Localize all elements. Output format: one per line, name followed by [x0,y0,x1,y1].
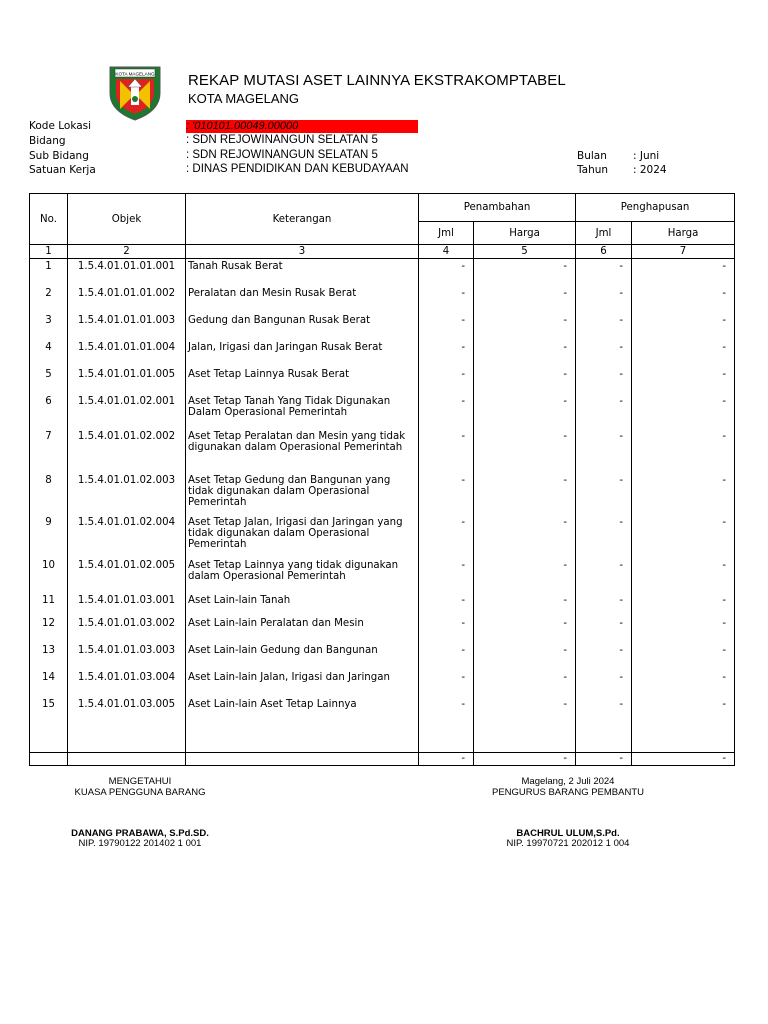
row-harga-penambahan: - [474,286,576,313]
row-harga-penambahan: - [474,643,576,670]
row-harga-penghapusan: - [632,643,735,670]
row-no: 8 [30,473,68,515]
row-harga-penambahan: - [474,429,576,473]
satuan-kerja-label: Satuan Kerja [29,164,96,176]
row-keterangan: Gedung dan Bangunan Rusak Berat [186,313,419,340]
row-no: 15 [30,697,68,720]
row-harga-penambahan: - [474,515,576,558]
row-jml-penambahan: - [419,697,474,720]
row-objek: 1.5.4.01.01.03.001 [68,593,186,616]
header-no: No. [30,194,68,245]
row-harga-penghapusan: - [632,340,735,367]
left-sign-title2: KUASA PENGGUNA BARANG [74,787,206,798]
row-no: 9 [30,515,68,558]
row-jml-penambahan: - [419,593,474,616]
row-harga-penghapusan: - [632,515,735,558]
kode-lokasi-label: Kode Lokasi [29,120,92,132]
header-harga-penambahan: Harga [474,222,576,245]
row-keterangan: Aset Lain-lain Jalan, Irigasi dan Jaringan [186,670,419,697]
row-jml-penghapusan: - [576,286,632,313]
table-row [30,394,735,429]
row-no: 6 [30,394,68,429]
column-number: 7 [632,245,735,259]
header-objek: Objek [68,194,186,245]
row-harga-penambahan: - [474,558,576,593]
kota-magelang-logo [106,63,164,121]
row-harga-penghapusan: - [632,670,735,697]
sub-bidang-value: : SDN REJOWINANGUN SELATAN 5 [186,149,378,161]
row-harga-penghapusan: - [632,473,735,515]
right-sign-title2: PENGURUS BARANG PEMBANTU [491,787,645,798]
logo-text: KOTA MAGELANG [115,71,155,77]
left-sign-title1: MENGETAHUI [108,776,172,787]
row-keterangan: Aset Lain-lain Gedung dan Bangunan [186,643,419,670]
row-keterangan: Aset Tetap Jalan, Irigasi dan Jaringan yang tidak digunakan dalam Operasional Pemerintah [186,515,419,558]
row-objek: 1.5.4.01.01.01.002 [68,286,186,313]
header-harga-penghapusan: Harga [632,222,735,245]
spacer-cell [632,720,735,753]
tahun-value: : 2024 [633,164,667,176]
table-row [30,367,735,394]
total-cell [30,753,68,766]
spacer-cell [419,720,474,753]
row-jml-penambahan: - [419,313,474,340]
row-harga-penambahan: - [474,616,576,643]
row-objek: 1.5.4.01.01.02.002 [68,429,186,473]
right-sign-title1: Magelang, 2 Juli 2024 [521,776,615,787]
column-number: 5 [474,245,576,259]
header-keterangan: Keterangan [186,194,419,245]
row-keterangan: Aset Tetap Peralatan dan Mesin yang tidak digunakan dalam Operasional Pemerintah [186,429,419,473]
sub-bidang-label: Sub Bidang [29,150,89,162]
bidang-label: Bidang [29,135,66,147]
row-harga-penambahan: - [474,340,576,367]
right-sign-nip: NIP. 19970721 202012 1 004 [506,838,630,849]
row-objek: 1.5.4.01.01.01.003 [68,313,186,340]
row-jml-penghapusan: - [576,473,632,515]
header-penambahan: Penambahan [419,194,576,222]
row-keterangan: Aset Tetap Tanah Yang Tidak Digunakan Dalam Operasional Pemerintah [186,394,419,429]
row-harga-penambahan: - [474,313,576,340]
row-keterangan: Peralatan dan Mesin Rusak Berat [186,286,419,313]
row-harga-penambahan: - [474,697,576,720]
table-row [30,558,735,593]
table-row [30,697,735,720]
row-harga-penghapusan: - [632,697,735,720]
column-number: 3 [186,245,419,259]
row-harga-penghapusan: - [632,259,735,286]
table-row [30,515,735,558]
row-harga-penghapusan: - [632,558,735,593]
left-sign-nip: NIP. 19790122 201402 1 001 [78,838,202,849]
total-harga-penghapusan: - [632,753,735,766]
row-objek: 1.5.4.01.01.01.004 [68,340,186,367]
table-row [30,259,735,286]
row-harga-penambahan: - [474,394,576,429]
total-row [30,753,735,766]
row-harga-penambahan: - [474,259,576,286]
report-subtitle: KOTA MAGELANG [188,91,300,106]
row-harga-penghapusan: - [632,367,735,394]
table-row [30,593,735,616]
row-keterangan: Aset Lain-lain Peralatan dan Mesin [186,616,419,643]
row-jml-penghapusan: - [576,643,632,670]
row-objek: 1.5.4.01.01.02.005 [68,558,186,593]
row-harga-penambahan: - [474,473,576,515]
row-jml-penambahan: - [419,259,474,286]
table-row [30,670,735,697]
table-row [30,286,735,313]
right-sign-name: BACHRUL ULUM,S.Pd. [516,828,620,839]
row-no: 5 [30,367,68,394]
row-jml-penambahan: - [419,515,474,558]
column-number: 4 [419,245,474,259]
total-cell [68,753,186,766]
row-jml-penghapusan: - [576,259,632,286]
row-jml-penghapusan: - [576,313,632,340]
row-no: 12 [30,616,68,643]
table-row [30,473,735,515]
header-penghapusan: Penghapusan [576,194,735,222]
row-jml-penghapusan: - [576,340,632,367]
row-no: 7 [30,429,68,473]
row-objek: 1.5.4.01.01.02.004 [68,515,186,558]
row-harga-penghapusan: - [632,616,735,643]
row-objek: 1.5.4.01.01.03.002 [68,616,186,643]
table-row [30,429,735,473]
spacer-cell [30,720,68,753]
spacer-cell [68,720,186,753]
spacer-row [30,720,735,753]
row-keterangan: Tanah Rusak Berat [186,259,419,286]
row-no: 3 [30,313,68,340]
bulan-value: : Juni [633,150,660,162]
table-row [30,616,735,643]
row-jml-penghapusan: - [576,367,632,394]
spacer-cell [186,720,419,753]
row-objek: 1.5.4.01.01.01.005 [68,367,186,394]
satuan-kerja-value: : DINAS PENDIDIKAN DAN KEBUDAYAAN [186,163,409,175]
row-harga-penambahan: - [474,367,576,394]
row-jml-penambahan: - [419,670,474,697]
row-objek: 1.5.4.01.01.03.003 [68,643,186,670]
row-keterangan: Aset Tetap Lainnya Rusak Berat [186,367,419,394]
row-jml-penghapusan: - [576,616,632,643]
total-jml-penambahan: - [419,753,474,766]
tahun-label: Tahun [577,164,609,176]
report-title: REKAP MUTASI ASET LAINNYA EKSTRAKOMPTABEL [188,72,566,89]
header-jml-penghapusan: Jml [576,222,632,245]
table-row [30,340,735,367]
column-number: 6 [576,245,632,259]
row-harga-penambahan: - [474,670,576,697]
header-jml-penambahan: Jml [419,222,474,245]
row-keterangan: Aset Tetap Lainnya yang tidak digunakan dalam Operasional Pemerintah [186,558,419,593]
row-keterangan: Jalan, Irigasi dan Jaringan Rusak Berat [186,340,419,367]
spacer-cell [474,720,576,753]
table-body [30,259,735,753]
table-row [30,313,735,340]
row-keterangan: Aset Lain-lain Tanah [186,593,419,616]
row-jml-penghapusan: - [576,429,632,473]
row-jml-penghapusan: - [576,670,632,697]
row-no: 14 [30,670,68,697]
row-objek: 1.5.4.01.01.03.004 [68,670,186,697]
row-objek: 1.5.4.01.01.01.001 [68,259,186,286]
column-number: 2 [68,245,186,259]
row-harga-penghapusan: - [632,429,735,473]
row-objek: 1.5.4.01.01.02.001 [68,394,186,429]
total-jml-penghapusan: - [576,753,632,766]
total-cell [186,753,419,766]
row-jml-penghapusan: - [576,697,632,720]
mutasi-table [29,193,735,766]
column-number: 1 [30,245,68,259]
row-objek: 1.5.4.01.01.02.003 [68,473,186,515]
row-jml-penambahan: - [419,286,474,313]
row-harga-penambahan: - [474,593,576,616]
row-keterangan: Aset Lain-lain Aset Tetap Lainnya [186,697,419,720]
row-jml-penambahan: - [419,616,474,643]
row-no: 2 [30,286,68,313]
total-harga-penambahan: - [474,753,576,766]
row-jml-penambahan: - [419,394,474,429]
table-row [30,643,735,670]
row-jml-penghapusan: - [576,558,632,593]
row-no: 10 [30,558,68,593]
row-jml-penghapusan: - [576,593,632,616]
row-jml-penambahan: - [419,558,474,593]
row-jml-penghapusan: - [576,394,632,429]
row-harga-penghapusan: - [632,313,735,340]
kode-lokasi-value: : '010101.00049.00000 [186,120,299,132]
row-no: 4 [30,340,68,367]
row-objek: 1.5.4.01.01.03.005 [68,697,186,720]
row-harga-penghapusan: - [632,286,735,313]
spacer-cell [576,720,632,753]
row-jml-penghapusan: - [576,515,632,558]
row-no: 1 [30,259,68,286]
row-jml-penambahan: - [419,429,474,473]
row-harga-penghapusan: - [632,394,735,429]
left-sign-name: DANANG PRABAWA, S.Pd.SD. [71,828,209,839]
row-keterangan: Aset Tetap Gedung dan Bangunan yang tidak digunakan dalam Operasional Pemerintah [186,473,419,515]
bidang-value: : SDN REJOWINANGUN SELATAN 5 [186,134,378,146]
column-number-row [30,245,735,259]
row-jml-penambahan: - [419,643,474,670]
row-no: 13 [30,643,68,670]
row-harga-penghapusan: - [632,593,735,616]
row-jml-penambahan: - [419,367,474,394]
row-jml-penambahan: - [419,473,474,515]
row-jml-penambahan: - [419,340,474,367]
row-no: 11 [30,593,68,616]
bulan-label: Bulan [577,150,607,162]
